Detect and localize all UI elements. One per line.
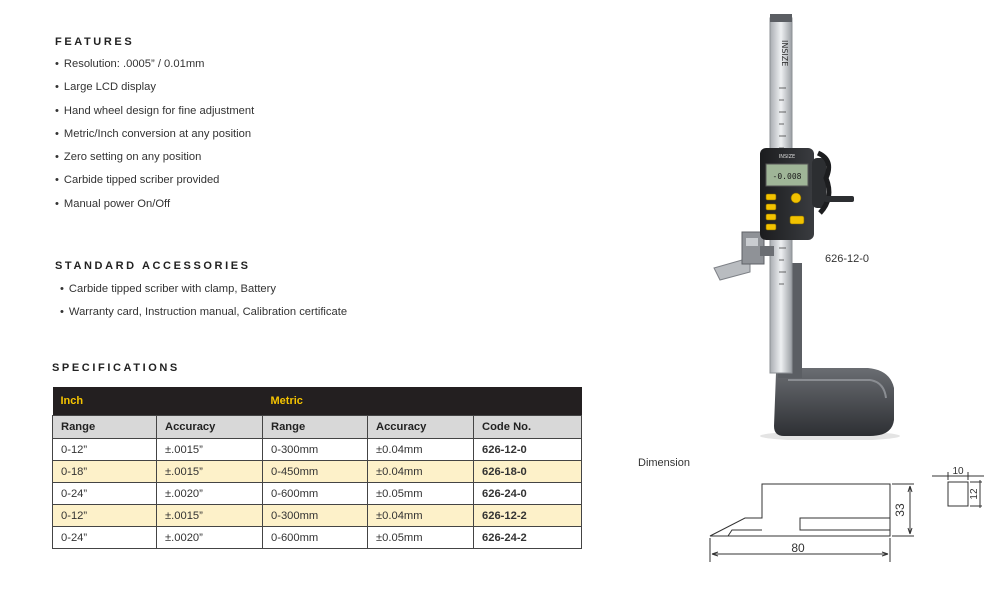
col-header-inch-accuracy: Accuracy bbox=[157, 416, 263, 439]
inch-range-cell: 0-18” bbox=[53, 461, 157, 483]
accessories-list bbox=[60, 282, 347, 329]
metric-accuracy-cell: ±0.04mm bbox=[368, 461, 474, 483]
scriber-width: 10 bbox=[952, 466, 964, 477]
feature-item: • Hand wheel design for fine adjustment bbox=[55, 104, 254, 127]
table-row bbox=[53, 527, 582, 549]
metric-range-cell: 0-300mm bbox=[263, 505, 368, 527]
feature-item: • Zero setting on any position bbox=[55, 150, 254, 173]
features-title: FEATURES bbox=[55, 36, 135, 48]
brand-text: INSIZE bbox=[780, 40, 789, 67]
accessories-title: STANDARD ACCESSORIES bbox=[55, 260, 251, 272]
height-gauge-image bbox=[700, 8, 900, 440]
table-row bbox=[53, 439, 582, 461]
inch-accuracy-cell: ±.0015” bbox=[157, 461, 263, 483]
specifications-title: SPECIFICATIONS bbox=[52, 362, 180, 374]
model-label: 626-12-0 bbox=[825, 253, 870, 265]
code-no-cell: 626-12-0 bbox=[474, 439, 582, 461]
table-row bbox=[53, 483, 582, 505]
inch-accuracy-cell: ±.0015” bbox=[157, 439, 263, 461]
code-no-cell: 626-18-0 bbox=[474, 461, 582, 483]
inch-accuracy-cell: ±.0015” bbox=[157, 505, 263, 527]
inch-accuracy-cell: ±.0020” bbox=[157, 527, 263, 549]
inch-range-cell: 0-24” bbox=[53, 483, 157, 505]
scriber-dimension-drawing bbox=[930, 464, 990, 514]
table-row bbox=[53, 461, 582, 483]
display-value: -0.008 bbox=[772, 172, 802, 181]
code-no-cell: 626-24-2 bbox=[474, 527, 582, 549]
feature-item: • Carbide tipped scriber provided bbox=[55, 173, 254, 196]
features-list bbox=[55, 57, 254, 220]
metric-range-cell: 0-300mm bbox=[263, 439, 368, 461]
col-header-metric-accuracy: Accuracy bbox=[368, 416, 474, 439]
dimension-drawing bbox=[700, 474, 920, 569]
feature-item: • Metric/Inch conversion at any position bbox=[55, 127, 254, 150]
svg-text:INSIZE: INSIZE bbox=[778, 154, 796, 160]
col-header-inch-range: Range bbox=[53, 416, 157, 439]
code-no-cell: 626-12-2 bbox=[474, 505, 582, 527]
metric-range-cell: 0-600mm bbox=[263, 483, 368, 505]
inch-range-cell: 0-24” bbox=[53, 527, 157, 549]
metric-accuracy-cell: ±0.05mm bbox=[368, 483, 474, 505]
metric-accuracy-cell: ±0.05mm bbox=[368, 527, 474, 549]
dimension-width: 80 bbox=[791, 541, 805, 555]
inch-accuracy-cell: ±.0020” bbox=[157, 483, 263, 505]
inch-range-cell: 0-12” bbox=[53, 505, 157, 527]
inch-group-header: Inch bbox=[53, 387, 263, 416]
metric-group-header: Metric bbox=[263, 387, 582, 416]
specifications-table bbox=[52, 387, 582, 549]
feature-item: • Manual power On/Off bbox=[55, 197, 254, 220]
code-no-cell: 626-24-0 bbox=[474, 483, 582, 505]
accessory-item: • Carbide tipped scriber with clamp, Battery bbox=[60, 282, 347, 305]
dimension-title: Dimension bbox=[638, 457, 690, 469]
feature-item: • Resolution: .0005” / 0.01mm bbox=[55, 57, 254, 80]
accessory-item: • Warranty card, Instruction manual, Calibration certificate bbox=[60, 305, 347, 328]
scriber-height: 12 bbox=[969, 488, 980, 500]
metric-range-cell: 0-600mm bbox=[263, 527, 368, 549]
col-header-code-no: Code No. bbox=[474, 416, 582, 439]
metric-accuracy-cell: ±0.04mm bbox=[368, 505, 474, 527]
feature-item: • Large LCD display bbox=[55, 80, 254, 103]
metric-range-cell: 0-450mm bbox=[263, 461, 368, 483]
col-header-metric-range: Range bbox=[263, 416, 368, 439]
metric-accuracy-cell: ±0.04mm bbox=[368, 439, 474, 461]
dimension-height: 33 bbox=[893, 503, 907, 517]
inch-range-cell: 0-12” bbox=[53, 439, 157, 461]
table-row bbox=[53, 505, 582, 527]
